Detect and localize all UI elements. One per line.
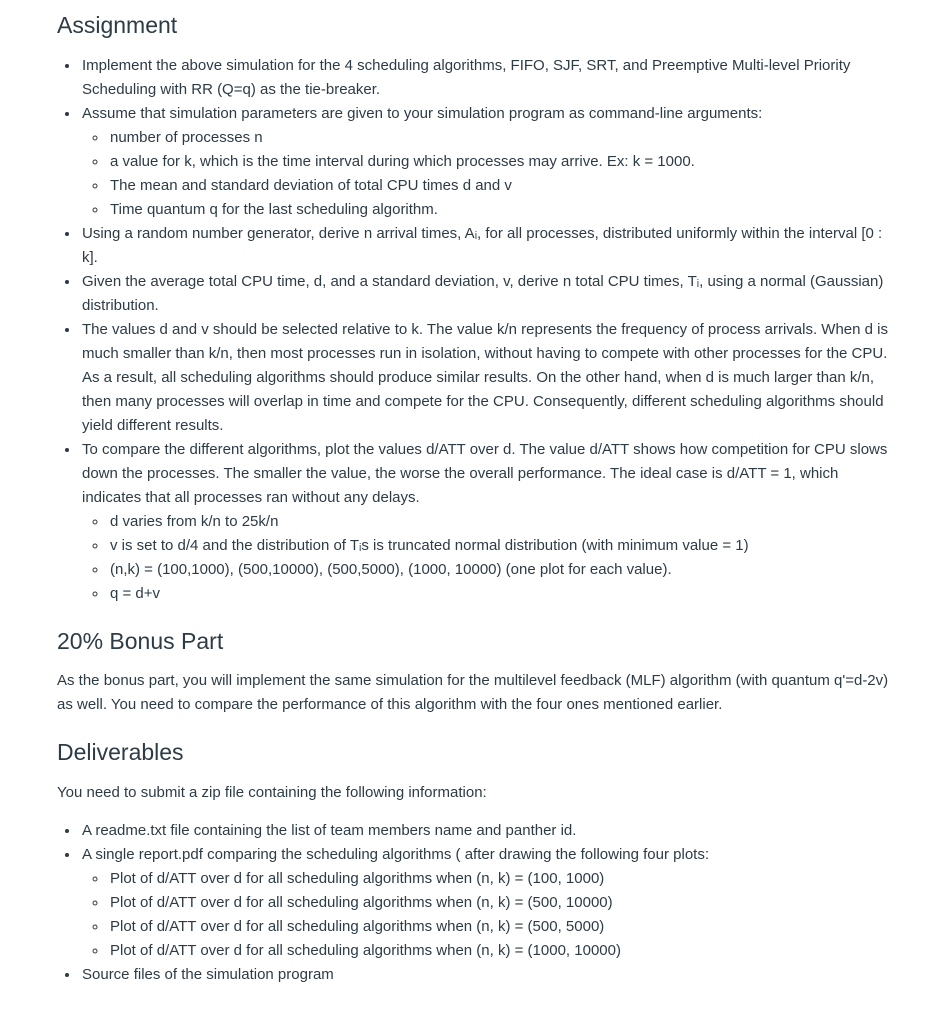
list-item-text: Plot of d/ATT over d for all scheduling algorithms when (n, k) = (500, 10000): [110, 893, 613, 911]
list-item: [80, 843, 893, 963]
list-item: [108, 174, 893, 198]
list-item: [80, 54, 893, 102]
list-item: [80, 819, 893, 843]
list-item-text: The values d and v should be selected relative to k. The value k/n represents the frequency of process arrivals. When d is much smaller than k/n, then most processes run in isolation, without having to compete with other processes for the CPU. As a result, all scheduling algorithms should produce similar results. On the other hand, when d is much larger than k/n, then many processes will overlap in time and compete for the CPU. Consequently, different scheduling algorithms should yield different results.: [82, 320, 888, 434]
list-item-text: Plot of d/ATT over d for all scheduling algorithms when (n, k) = (100, 1000): [110, 869, 605, 887]
list-item: [108, 891, 893, 915]
list-item-text: a value for k, which is the time interval during which processes may arrive. Ex: k = 1000.: [110, 152, 695, 170]
list-item-text: q = d+v: [110, 584, 161, 602]
assignment-bullet-list: [57, 54, 893, 606]
list-item-text: Source files of the simulation program: [82, 965, 334, 983]
sub-bullet-list: [82, 510, 893, 606]
assignment-heading: Assignment: [57, 12, 178, 38]
list-item: [80, 963, 893, 987]
list-item: [108, 582, 893, 606]
list-item-text: A readme.txt file containing the list of team members name and panther id.: [82, 821, 577, 839]
list-item-text: v is set to d/4 and the distribution of Tᵢs is truncated normal distribution (with minimum value = 1): [110, 536, 749, 554]
list-item-text: number of processes n: [110, 128, 263, 146]
list-item: [108, 939, 893, 963]
list-item-text: Given the average total CPU time, d, and a standard deviation, v, derive n total CPU times, Tᵢ, using a normal (Gaussian) distribution.: [82, 272, 884, 314]
list-item-text: Time quantum q for the last scheduling algorithm.: [110, 200, 438, 218]
bonus-heading: 20% Bonus Part: [57, 627, 224, 654]
list-item: [80, 318, 893, 438]
sub-bullet-list: [82, 126, 893, 222]
list-item: [80, 102, 893, 222]
bonus-paragraph: As the bonus part, you will implement the same simulation for the multilevel feedback (MLF) algorithm (with quantum q'=d-2v) as well. You need to compare the performance of this algorithm with the four ones mentioned earlier.: [57, 672, 889, 714]
list-item: [108, 126, 893, 150]
list-item-text: The mean and standard deviation of total CPU times d and v: [110, 176, 512, 194]
sub-bullet-list: [82, 867, 893, 963]
list-item: [108, 150, 893, 174]
list-item: [108, 867, 893, 891]
list-item: [108, 558, 893, 582]
list-item-text: (n,k) = (100,1000), (500,10000), (500,5000), (1000, 10000) (one plot for each value).: [110, 560, 672, 578]
list-item: [108, 915, 893, 939]
list-item-text: Implement the above simulation for the 4 scheduling algorithms, FIFO, SJF, SRT, and Preemptive Multi-level Priority Scheduling with RR (Q=q) as the tie-breaker.: [82, 56, 851, 98]
list-item: [80, 270, 893, 318]
list-item-text: Using a random number generator, derive n arrival times, Aᵢ, for all processes, distributed uniformly within the interval [0 : k].: [82, 224, 883, 266]
deliverables-bullet-list: [57, 819, 893, 987]
list-item: [80, 438, 893, 606]
list-item-text: Assume that simulation parameters are given to your simulation program as command-line arguments:: [82, 104, 763, 122]
deliverables-intro: You need to submit a zip file containing the following information:: [57, 783, 487, 801]
list-item: [108, 198, 893, 222]
list-item: [80, 222, 893, 270]
list-item-text: Plot of d/ATT over d for all scheduling algorithms when (n, k) = (1000, 10000): [110, 941, 621, 959]
list-item-text: To compare the different algorithms, plot the values d/ATT over d. The value d/ATT shows how competition for CPU slows down the processes. The smaller the value, the worse the overall performance. The ideal case is d/ATT = 1, which indicates that all processes ran without any delays.: [82, 440, 888, 506]
list-item-text: A single report.pdf comparing the scheduling algorithms ( after drawing the following four plots:: [82, 845, 710, 863]
list-item-text: Plot of d/ATT over d for all scheduling algorithms when (n, k) = (500, 5000): [110, 917, 605, 935]
list-item: [108, 534, 893, 558]
list-item-text: d varies from k/n to 25k/n: [110, 512, 279, 530]
deliverables-heading: Deliverables: [57, 739, 184, 766]
list-item: [108, 510, 893, 534]
